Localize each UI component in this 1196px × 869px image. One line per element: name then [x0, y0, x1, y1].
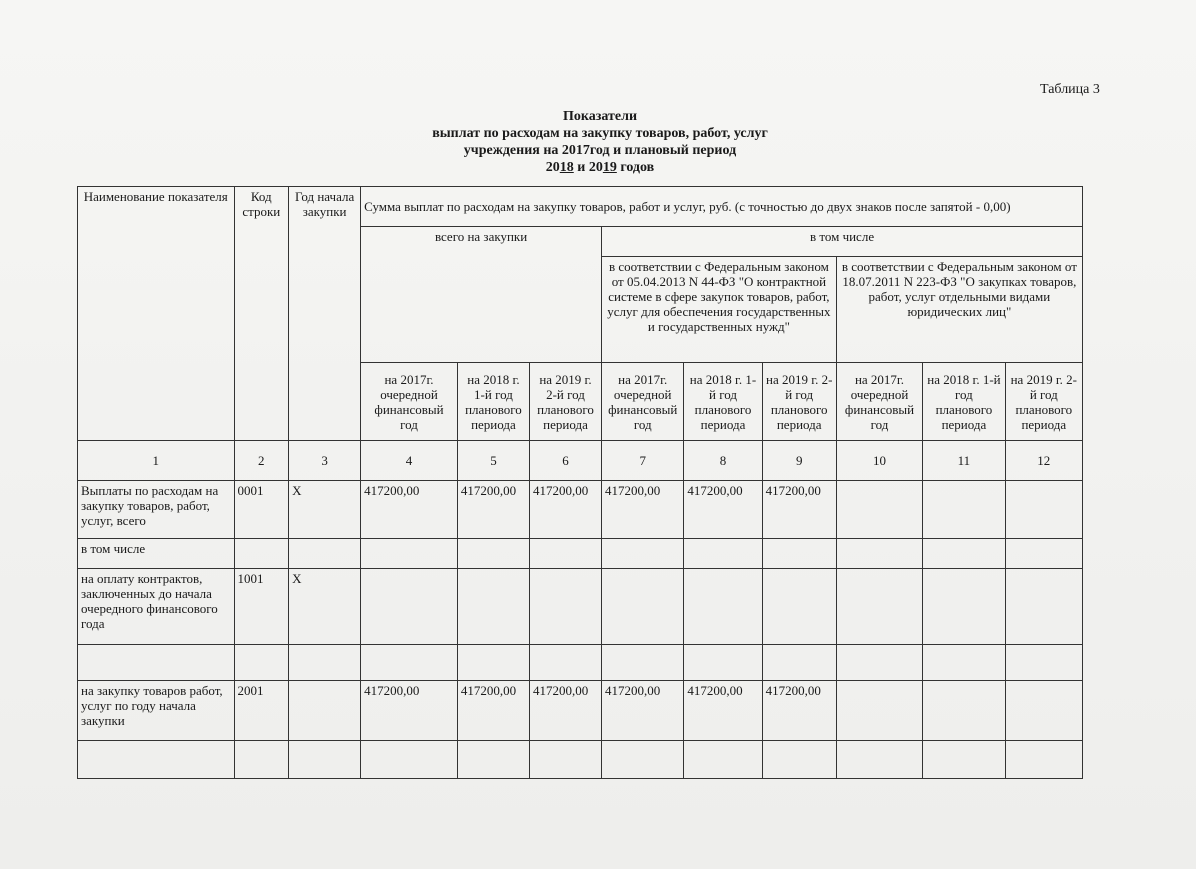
table-number: Таблица 3 [1040, 82, 1100, 97]
column-number-row [78, 441, 1083, 481]
row-value [836, 539, 922, 569]
row-code [234, 741, 289, 779]
row-value: 417200,00 [602, 481, 684, 539]
row-value: 417200,00 [684, 481, 762, 539]
row-value [684, 645, 762, 681]
row-value: 417200,00 [762, 681, 836, 741]
col-number: 1 [78, 441, 235, 481]
row-value [836, 681, 922, 741]
row-code [234, 645, 289, 681]
table-row [78, 481, 1083, 539]
heading-line-1: Показатели [562, 109, 638, 124]
row-value [457, 539, 529, 569]
row-value [836, 741, 922, 779]
col-number: 2 [234, 441, 289, 481]
row-value [457, 645, 529, 681]
row-value [762, 741, 836, 779]
row-code [234, 539, 289, 569]
header-year-col-12: на 2019 г. 2-й год планового периода [1005, 363, 1082, 441]
row-year [289, 741, 361, 779]
row-value: 417200,00 [762, 481, 836, 539]
row-name [78, 741, 235, 779]
col-number: 5 [457, 441, 529, 481]
row-value [1005, 741, 1082, 779]
table-row [78, 741, 1083, 779]
row-value [1005, 681, 1082, 741]
row-value [923, 481, 1005, 539]
header-sum: Сумма выплат по расходам на закупку товаров, работ и услуг, руб. (с точностью до двух знаков после запятой - 0,00) [361, 187, 1083, 227]
header-code: Код строки [234, 187, 289, 441]
row-value [361, 539, 458, 569]
header-year-col-6: на 2019 г. 2-й год планового периода [529, 363, 601, 441]
row-value [762, 539, 836, 569]
row-value [923, 645, 1005, 681]
row-value: 417200,00 [457, 481, 529, 539]
row-value [602, 741, 684, 779]
row-value [602, 645, 684, 681]
row-value [1005, 481, 1082, 539]
col-number: 8 [684, 441, 762, 481]
col-number: 7 [602, 441, 684, 481]
row-year [289, 681, 361, 741]
header-including: в том числе [602, 227, 1083, 257]
row-value: 417200,00 [457, 681, 529, 741]
row-value [836, 481, 922, 539]
header-year-col-11: на 2018 г. 1-й год планового периода [923, 363, 1005, 441]
row-value [602, 539, 684, 569]
header-total: всего на закупки [361, 227, 602, 363]
row-value [684, 539, 762, 569]
row-value: 417200,00 [684, 681, 762, 741]
table-row [78, 539, 1083, 569]
row-value [923, 539, 1005, 569]
row-name: на закупку товаров работ, услуг по году начала закупки [78, 681, 235, 741]
row-value [1005, 569, 1082, 645]
row-value: 417200,00 [361, 681, 458, 741]
header-law-223: в соответствии с Федеральным законом от 18.07.2011 N 223-ФЗ "О закупках товаров, работ, услуг отдельными видами юридических лиц" [836, 257, 1082, 363]
row-value [602, 569, 684, 645]
table-row [78, 645, 1083, 681]
row-code: 1001 [234, 569, 289, 645]
row-value: 417200,00 [602, 681, 684, 741]
payments-table [77, 186, 1083, 779]
row-value [457, 741, 529, 779]
row-value [923, 569, 1005, 645]
row-value: 417200,00 [361, 481, 458, 539]
header-law-44: в соответствии с Федеральным законом от 05.04.2013 N 44-ФЗ "О контрактной системе в сфере закупок товаров, работ, услуг для обеспечения государственных и государственных нужд" [602, 257, 837, 363]
row-year: Х [289, 481, 361, 539]
heading-line-3: учреждения на 2017год и плановый период [463, 143, 737, 158]
row-year [289, 539, 361, 569]
row-name: на оплату контрактов, заключенных до начала очередного финансового года [78, 569, 235, 645]
row-value [762, 569, 836, 645]
table-row [78, 569, 1083, 645]
row-value [684, 741, 762, 779]
row-value [836, 569, 922, 645]
row-value [1005, 645, 1082, 681]
header-year-col-5: на 2018 г. 1-й год планового периода [457, 363, 529, 441]
header-year-col-10: на 2017г. очередной финансовый год [836, 363, 922, 441]
heading-line-4: 2018 и 2019 годов [545, 160, 655, 175]
row-year: Х [289, 569, 361, 645]
col-number: 10 [836, 441, 922, 481]
heading-line-2: выплат по расходам на закупку товаров, работ, услуг [432, 126, 768, 141]
row-code: 2001 [234, 681, 289, 741]
row-name [78, 645, 235, 681]
row-value: 417200,00 [529, 681, 601, 741]
row-year [289, 645, 361, 681]
row-value [361, 645, 458, 681]
col-number: 4 [361, 441, 458, 481]
row-value [457, 569, 529, 645]
row-name: Выплаты по расходам на закупку товаров, работ, услуг, всего [78, 481, 235, 539]
row-value [684, 569, 762, 645]
header-year: Год начала закупки [289, 187, 361, 441]
header-name: Наименование показателя [78, 187, 235, 441]
col-number: 11 [923, 441, 1005, 481]
row-value [923, 741, 1005, 779]
header-year-col-7: на 2017г. очередной финансовый год [602, 363, 684, 441]
row-code: 0001 [234, 481, 289, 539]
row-value [529, 539, 601, 569]
table-row [78, 681, 1083, 741]
row-value: 417200,00 [529, 481, 601, 539]
row-value [1005, 539, 1082, 569]
row-value [529, 645, 601, 681]
col-number: 3 [289, 441, 361, 481]
col-number: 6 [529, 441, 601, 481]
header-year-col-8: на 2018 г. 1-й год планового периода [684, 363, 762, 441]
document-heading [380, 108, 820, 176]
col-number: 12 [1005, 441, 1082, 481]
row-value [836, 645, 922, 681]
col-number: 9 [762, 441, 836, 481]
header-year-col-9: на 2019 г. 2-й год планового периода [762, 363, 836, 441]
row-value [529, 569, 601, 645]
row-value [923, 681, 1005, 741]
row-name: в том числе [78, 539, 235, 569]
row-value [529, 741, 601, 779]
row-value [762, 645, 836, 681]
row-value [361, 741, 458, 779]
header-year-col-4: на 2017г. очередной финансовый год [361, 363, 458, 441]
row-value [361, 569, 458, 645]
